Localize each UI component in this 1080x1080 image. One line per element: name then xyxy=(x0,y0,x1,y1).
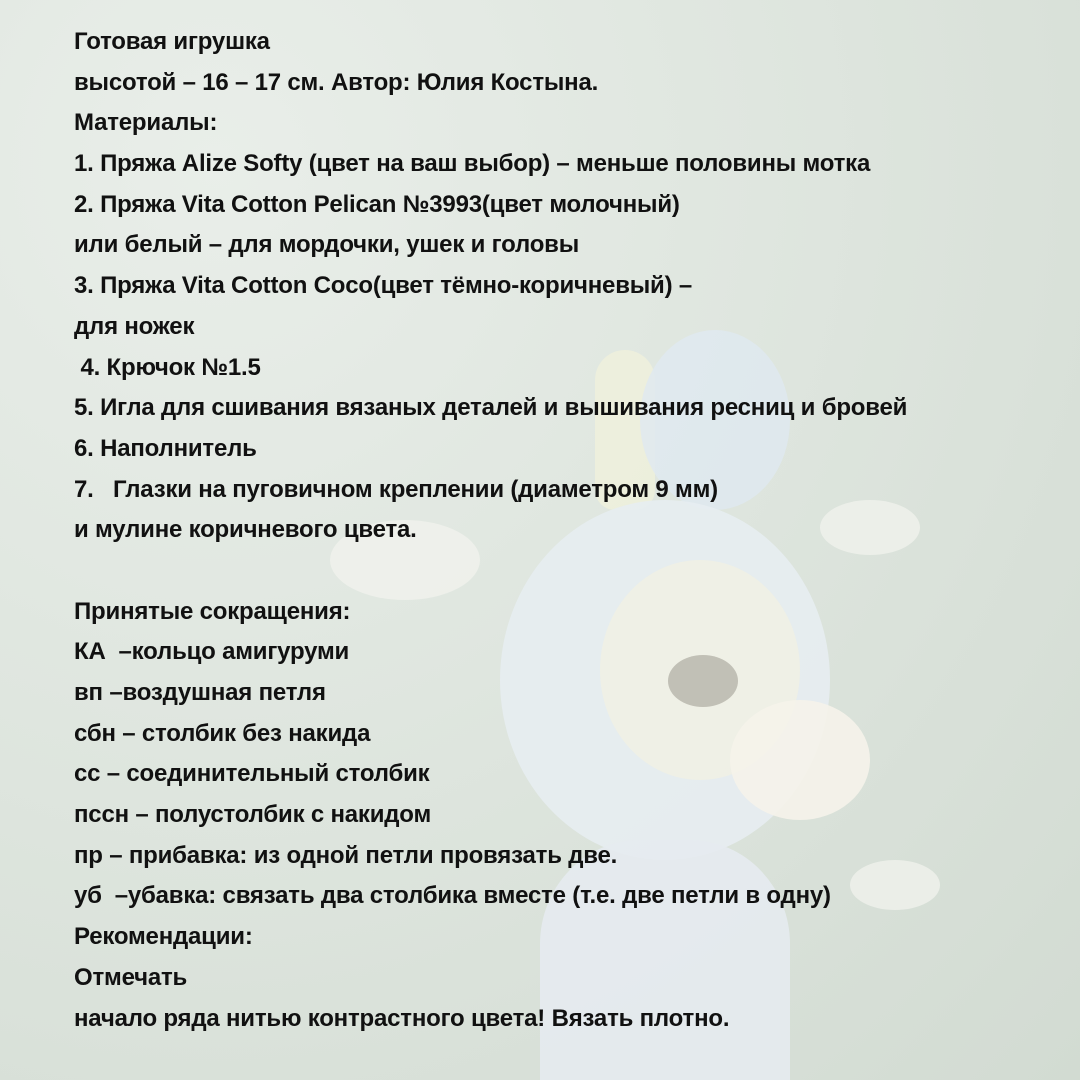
list-item: 3. Пряжа Vita Cotton Coco(цвет тёмно-коричневый) – xyxy=(74,272,693,300)
spacer xyxy=(74,551,1064,592)
text-line: высотой – 16 – 17 см. Автор: Юлия Костына. xyxy=(74,68,599,96)
list-item: 6. Наполнитель xyxy=(74,434,257,462)
abbreviation-item: вп –воздушная петля xyxy=(74,679,326,706)
abbreviation-item: КА –кольцо амигуруми xyxy=(74,638,350,666)
text-line: или белый – для мордочки, ушек и головы xyxy=(74,231,580,259)
list-item: 2. Пряжа Vita Cotton Pelican №3993(цвет молочный) xyxy=(74,190,680,218)
text-line: начало ряда нитью контрастного цвета! Вязать плотно. xyxy=(74,1004,730,1032)
section-heading-recommendations: Рекомендации: xyxy=(74,923,253,951)
list-item: 7. Глазки на пуговичном креплении (диаметром 9 мм) xyxy=(74,475,718,503)
text-line: и мулине коричневого цвета. xyxy=(74,516,417,544)
abbreviation-item: сбн – столбик без накида xyxy=(74,719,371,747)
list-item: 5. Игла для сшивания вязаных деталей и вышивания ресниц и бровей xyxy=(74,394,908,422)
text-line: Отмечать xyxy=(74,963,188,991)
abbreviation-item: пссн – полустолбик с накидом xyxy=(74,801,432,829)
list-item: 1. Пряжа Alize Softy (цвет на ваш выбор) – меньше половины мотка xyxy=(74,150,871,178)
text-line: Готовая игрушка xyxy=(74,28,270,55)
abbreviation-item: уб –убавка: связать два столбика вместе (т.е. две петли в одну) xyxy=(74,882,831,910)
section-heading-materials: Материалы: xyxy=(74,109,218,137)
section-heading-abbreviations: Принятые сокращения: xyxy=(74,597,351,625)
abbreviation-item: пр – прибавка: из одной петли провязать две. xyxy=(74,841,618,869)
pattern-text xyxy=(74,22,1064,1039)
abbreviation-item: сс – соединительный столбик xyxy=(74,760,430,788)
text-line: для ножек xyxy=(74,312,195,340)
list-item: 4. Крючок №1.5 xyxy=(74,353,261,381)
